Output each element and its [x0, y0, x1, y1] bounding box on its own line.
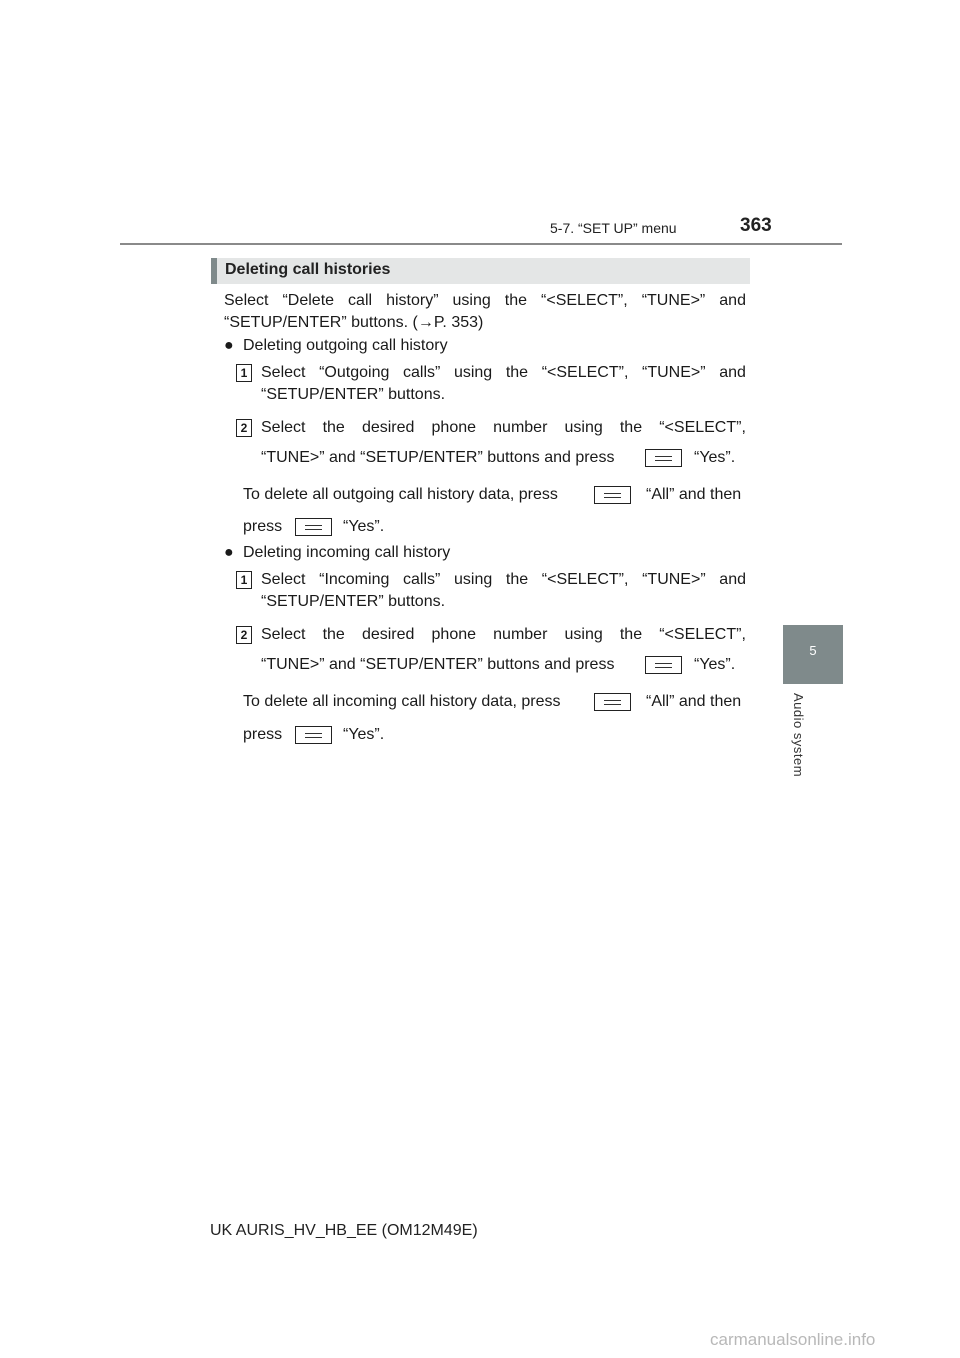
word: “<SELECT”,	[659, 419, 746, 436]
bullet-icon: ●	[224, 544, 234, 561]
outgoing-step2-line2-end: “Yes”.	[694, 449, 736, 466]
outgoing-step2-line2-start: “TUNE>” and “SETUP/ENTER” buttons and press	[261, 449, 615, 466]
word: “TUNE>”	[641, 292, 706, 309]
word: using	[453, 571, 493, 588]
word: “<SELECT”,	[541, 571, 629, 588]
word: Select	[261, 419, 306, 436]
step-number-badge: 1	[236, 364, 252, 382]
word: number	[493, 419, 548, 436]
word: number	[493, 626, 548, 643]
bullet-icon: ●	[224, 337, 234, 354]
chapter-section-title: 5-7. “SET UP” menu	[550, 220, 677, 236]
incoming-step2-line1	[261, 625, 746, 645]
outgoing-note-line2-end: “Yes”.	[343, 518, 385, 535]
word: the	[619, 419, 643, 436]
page-number: 363	[740, 215, 772, 236]
word: phone	[431, 626, 477, 643]
chapter-tab-number: 5	[809, 643, 817, 658]
word: Select	[261, 571, 306, 588]
word: desired	[361, 419, 415, 436]
chapter-tab	[783, 625, 843, 684]
screen-button-icon	[594, 486, 631, 504]
outgoing-note-line1-start: To delete all outgoing call history data, press	[243, 486, 558, 503]
screen-button-icon	[295, 726, 332, 744]
word: “Incoming	[319, 571, 390, 588]
incoming-step2-line2-start: “TUNE>” and “SETUP/ENTER” buttons and press	[261, 656, 615, 673]
screen-button-icon	[594, 693, 631, 711]
word: Select	[224, 292, 269, 309]
word: the	[619, 626, 643, 643]
incoming-step1-line2: “SETUP/ENTER” buttons.	[261, 593, 446, 610]
screen-button-icon	[645, 656, 682, 674]
word: and	[719, 571, 746, 588]
word: history”	[386, 292, 439, 309]
word: using	[564, 626, 603, 643]
intro-line-1	[224, 291, 746, 311]
word: “Outgoing	[319, 364, 390, 381]
word: using	[453, 364, 493, 381]
incoming-note-line2-end: “Yes”.	[343, 726, 385, 743]
word: the	[322, 419, 345, 436]
word: using	[452, 292, 491, 309]
step-number-badge: 2	[236, 626, 252, 644]
word: the	[504, 292, 528, 309]
outgoing-step1-line1	[261, 363, 746, 383]
word: desired	[361, 626, 415, 643]
outgoing-note-line1-end: “All” and then	[646, 486, 742, 503]
incoming-step2-line2-end: “Yes”.	[694, 656, 736, 673]
word: “<SELECT”,	[541, 364, 629, 381]
incoming-note-line1-start: To delete all incoming call history data, press	[243, 693, 561, 710]
word: the	[505, 571, 529, 588]
word: “<SELECT”,	[541, 292, 628, 309]
word: “TUNE>”	[642, 571, 706, 588]
screen-button-icon	[295, 518, 332, 536]
word: and	[719, 292, 746, 309]
word: the	[505, 364, 529, 381]
step-number-badge: 1	[236, 571, 252, 589]
word: using	[564, 419, 603, 436]
model-code-footer: UK AURIS_HV_HB_EE (OM12M49E)	[210, 1222, 478, 1239]
incoming-step1-line1	[261, 570, 746, 590]
word: Select	[261, 364, 306, 381]
chapter-tab-label: Audio system	[791, 693, 806, 778]
section-heading-text: Deleting call histories	[225, 261, 391, 278]
word: “TUNE>”	[642, 364, 706, 381]
section-heading	[211, 258, 750, 284]
screen-button-icon	[645, 449, 682, 467]
watermark: carmanualsonline.info	[710, 1330, 876, 1349]
word: phone	[431, 419, 477, 436]
outgoing-step2-line1	[261, 418, 746, 438]
word: “Delete	[282, 292, 335, 309]
word: call	[348, 292, 373, 309]
outgoing-step1-line2: “SETUP/ENTER” buttons.	[261, 386, 446, 403]
word: calls”	[403, 571, 441, 588]
incoming-note-line2-start: press	[243, 726, 283, 743]
word: Select	[261, 626, 306, 643]
header-divider	[120, 243, 842, 245]
step-number-badge: 2	[236, 419, 252, 437]
incoming-heading: Deleting incoming call history	[243, 544, 451, 561]
incoming-note-line1-end: “All” and then	[646, 693, 742, 710]
word: calls”	[402, 364, 441, 381]
outgoing-note-line2-start: press	[243, 518, 283, 535]
outgoing-heading: Deleting outgoing call history	[243, 337, 448, 354]
intro-line-2: “SETUP/ENTER” buttons. (→P. 353)	[224, 314, 484, 331]
word: and	[719, 364, 746, 381]
word: the	[322, 626, 345, 643]
word: “<SELECT”,	[659, 626, 746, 643]
